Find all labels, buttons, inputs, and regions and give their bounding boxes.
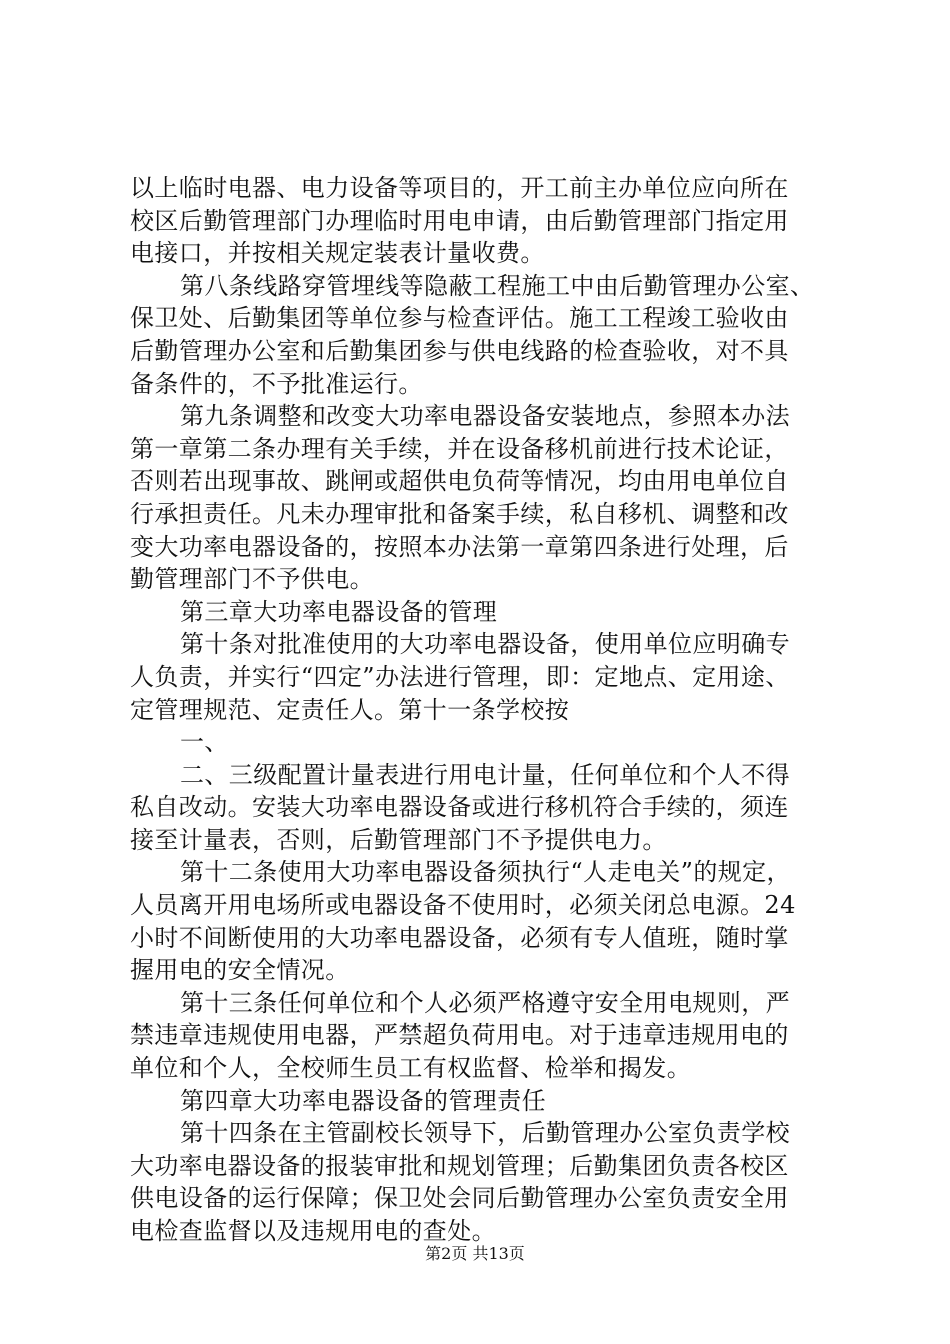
text-line: 第一章第二条办理有关手续，并在设备移机前进行技术论证，: [130, 434, 789, 463]
text-line: 电接口，并按相关规定装表计量收费。: [130, 239, 545, 268]
text-line: 小时不间断使用的大功率电器设备，必须有专人值班，随时掌: [130, 923, 789, 952]
text-line: 定管理规范、定责任人。第十一条学校按: [130, 695, 570, 724]
text-line: 以上临时电器、电力设备等项目的，开工前主办单位应向所在: [130, 174, 789, 202]
text-line: 第十四条在主管副校长领导下，后勤管理办公室负责学校: [180, 1119, 790, 1148]
text-line: 接至计量表，否则，后勤管理部门不予提供电力。: [130, 825, 667, 854]
text-line: 第十二条使用大功率电器设备须执行“人走电关”的规定，: [180, 858, 791, 887]
page-footer: [0, 1244, 950, 1264]
text-line: 后勤管理办公室和后勤集团参与供电线路的检查验收，对不具: [130, 336, 789, 365]
text-line: 第九条调整和改变大功率电器设备安装地点，参照本办法: [180, 402, 790, 431]
page-number-label: 第2页 共13页: [425, 1244, 525, 1263]
text-line: 单位和个人，全校师生员工有权监督、检举和揭发。: [130, 1054, 692, 1083]
text-line: 禁违章违规使用电器，严禁超负荷用电。对于违章违规用电的: [130, 1021, 789, 1050]
text-line: 勤管理部门不予供电。: [130, 565, 374, 594]
text-line: 行承担责任。凡未办理审批和备案手续，私自移机、调整和改: [130, 499, 789, 528]
text-line: 第十条对批准使用的大功率电器设备，使用单位应明确专: [180, 630, 790, 659]
text-line: 大功率电器设备的报装审批和规划管理；后勤集团负责各校区: [130, 1151, 789, 1180]
document-body: [130, 172, 850, 1248]
text-line: 备条件的，不予批准运行。: [130, 369, 423, 398]
text-line: 第十三条任何单位和个人必须严格遵守安全用电规则，严: [180, 988, 790, 1017]
text-line: 供电设备的运行保障；保卫处会同后勤管理办公室负责安全用: [130, 1184, 789, 1213]
text-line: 私自改动。安装大功率电器设备或进行移机符合手续的，须连: [130, 793, 789, 822]
text-line: 二、三级配置计量表进行用电计量，任何单位和个人不得: [180, 760, 790, 789]
text-line: 一、: [180, 728, 229, 757]
text-line: 人员离开用电场所或电器设备不使用时，必须关闭总电源。24: [130, 891, 796, 920]
text-line: 第八条线路穿管埋线等隐蔽工程施工中由后勤管理办公室、: [180, 271, 815, 300]
text-line: 保卫处、后勤集团等单位参与检查评估。施工工程竣工验收由: [130, 304, 789, 333]
text-line: 人负责，并实行“四定”办法进行管理，即：定地点、定用途、: [130, 662, 790, 691]
text-line: 否则若出现事故、跳闸或超供电负荷等情况，均由用电单位自: [130, 467, 789, 496]
text-line: 校区后勤管理部门办理临时用电申请，由后勤管理部门指定用: [130, 206, 789, 235]
text-line: 第四章大功率电器设备的管理责任: [180, 1086, 546, 1115]
text-line: 电检查监督以及违规用电的查处。: [130, 1217, 496, 1245]
text-line: 第三章大功率电器设备的管理: [180, 597, 498, 626]
text-line: 变大功率电器设备的，按照本办法第一章第四条进行处理，后: [130, 532, 789, 561]
text-line: 握用电的安全情况。: [130, 956, 350, 985]
